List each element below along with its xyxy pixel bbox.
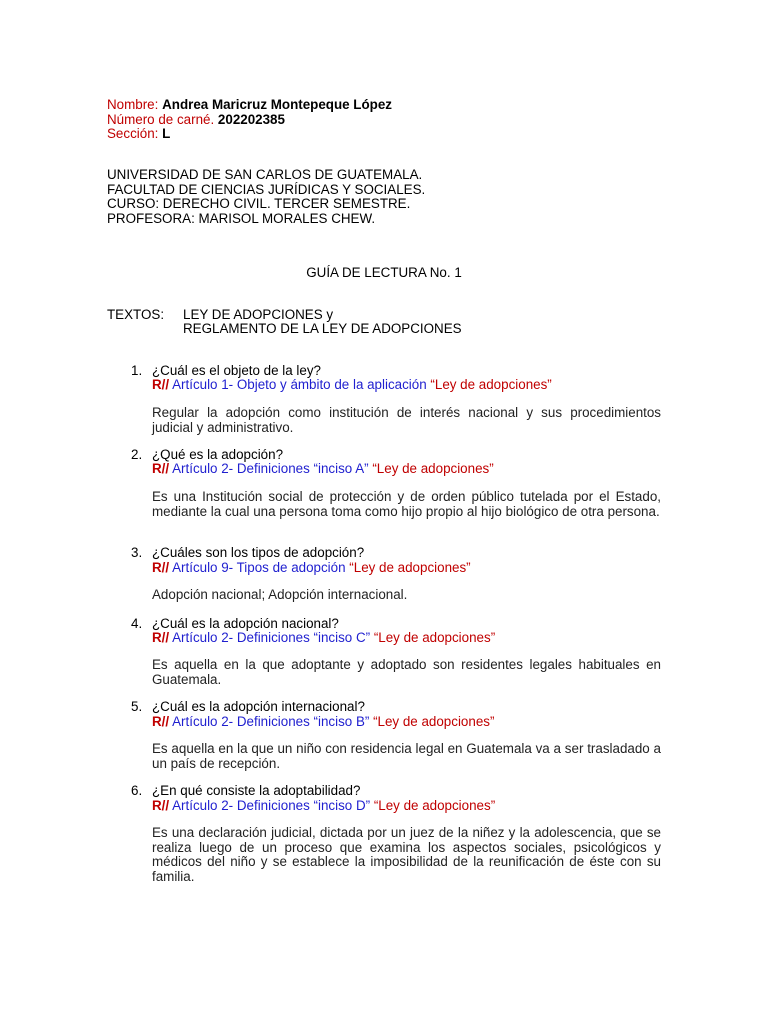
student-name-line xyxy=(107,97,392,112)
question-1 xyxy=(131,363,321,378)
ref-inciso: “inciso C” xyxy=(313,630,371,645)
ref-prefix: R// xyxy=(152,630,170,645)
answer-5: Es aquella en la que un niño con residencia legal en Guatemala va a ser trasladado a un país de recepción. xyxy=(152,741,661,771)
question-text: ¿Cuáles son los tipos de adopción? xyxy=(152,545,365,560)
institution-professor: PROFESORA: MARISOL MORALES CHEW. xyxy=(107,211,376,226)
ref-prefix: R// xyxy=(152,798,170,813)
ref-prefix: R// xyxy=(152,461,170,476)
question-number: 2. xyxy=(131,447,143,462)
question-number: 3. xyxy=(131,545,143,560)
answer-4: Es aquella en la que adoptante y adoptado son residentes legales habituales en Guatemala. xyxy=(152,657,661,687)
carne-label: Número de carné. xyxy=(107,112,215,127)
ref-article: Artículo 9- Tipos de adopción xyxy=(172,560,346,575)
answer-6: Es una declaración judicial, dictada por un juez de la niñez y la adolescencia, que se realiza luego de un proceso que examina los aspectos sociales, psicológicos y médicos del niño y se establece la imposibilidad de la reunificación de éste con su familia. xyxy=(152,825,661,884)
question-2 xyxy=(131,447,283,462)
reference-4 xyxy=(152,630,495,645)
seccion-label: Sección: xyxy=(107,126,159,141)
texts-label: TEXTOS: xyxy=(107,307,165,322)
answer-3: Adopción nacional; Adopción internacional. xyxy=(152,587,408,602)
question-text: ¿Cuál es la adopción internacional? xyxy=(152,699,365,714)
question-number: 5. xyxy=(131,699,143,714)
ref-prefix: R// xyxy=(152,560,170,575)
institution-course: CURSO: DERECHO CIVIL. TERCER SEMESTRE. xyxy=(107,196,411,211)
ref-inciso: “inciso B” xyxy=(313,714,370,729)
ref-article: Artículo 2- Definiciones xyxy=(172,461,310,476)
ref-prefix: R// xyxy=(152,714,170,729)
reference-3 xyxy=(152,560,471,575)
seccion-line xyxy=(107,126,170,141)
seccion-value: L xyxy=(162,126,171,141)
institution-faculty: FACULTAD DE CIENCIAS JURÍDICAS Y SOCIALES. xyxy=(107,182,426,197)
ref-law: “Ley de adopciones” xyxy=(373,714,495,729)
question-6 xyxy=(131,783,360,798)
ref-article: Artículo 2- Definiciones xyxy=(172,630,310,645)
ref-article: Artículo 2- Definiciones xyxy=(172,798,310,813)
ref-article: Artículo 1- Objeto y ámbito de la aplicación xyxy=(172,377,427,392)
ref-inciso: “inciso D” xyxy=(313,798,371,813)
texts-line2: REGLAMENTO DE LA LEY DE ADOPCIONES xyxy=(183,321,462,336)
ref-law: “Ley de adopciones” xyxy=(373,630,496,645)
question-number: 6. xyxy=(131,783,143,798)
institution-university: UNIVERSIDAD DE SAN CARLOS DE GUATEMALA. xyxy=(107,167,423,182)
answer-1: Regular la adopción como institución de interés nacional y sus procedimientos judicial y administrativo. xyxy=(152,405,661,435)
reference-6 xyxy=(152,798,495,813)
question-text: ¿Cuál es el objeto de la ley? xyxy=(152,363,321,378)
reference-5 xyxy=(152,714,494,729)
ref-law: “Ley de adopciones” xyxy=(430,377,552,392)
ref-law: “Ley de adopciones” xyxy=(372,461,494,476)
ref-law: “Ley de adopciones” xyxy=(349,560,471,575)
ref-article: Artículo 2- Definiciones xyxy=(172,714,310,729)
question-text: ¿En qué consiste la adoptabilidad? xyxy=(152,783,361,798)
reference-2 xyxy=(152,461,494,476)
question-text: ¿Qué es la adopción? xyxy=(152,447,284,462)
question-4 xyxy=(131,616,339,631)
ref-law: “Ley de adopciones” xyxy=(373,798,496,813)
question-3 xyxy=(131,545,364,560)
page-title: GUÍA DE LECTURA No. 1 xyxy=(306,265,462,280)
question-number: 4. xyxy=(131,616,143,631)
carne-line xyxy=(107,112,285,127)
reference-1 xyxy=(152,377,552,392)
question-5 xyxy=(131,699,365,714)
question-number: 1. xyxy=(131,363,143,378)
carne-value: 202202385 xyxy=(217,112,285,127)
answer-2: Es una Institución social de protección y de orden público tutelada por el Estado, mediante la cual una persona toma como hijo propio al hijo biológico de otra persona. xyxy=(152,489,661,519)
name-label: Nombre: xyxy=(107,97,159,112)
texts-line1: LEY DE ADOPCIONES y xyxy=(183,307,334,322)
name-value: Andrea Maricruz Montepeque López xyxy=(162,97,392,112)
question-text: ¿Cuál es la adopción nacional? xyxy=(152,616,339,631)
ref-prefix: R// xyxy=(152,377,170,392)
ref-inciso: “inciso A” xyxy=(313,461,369,476)
